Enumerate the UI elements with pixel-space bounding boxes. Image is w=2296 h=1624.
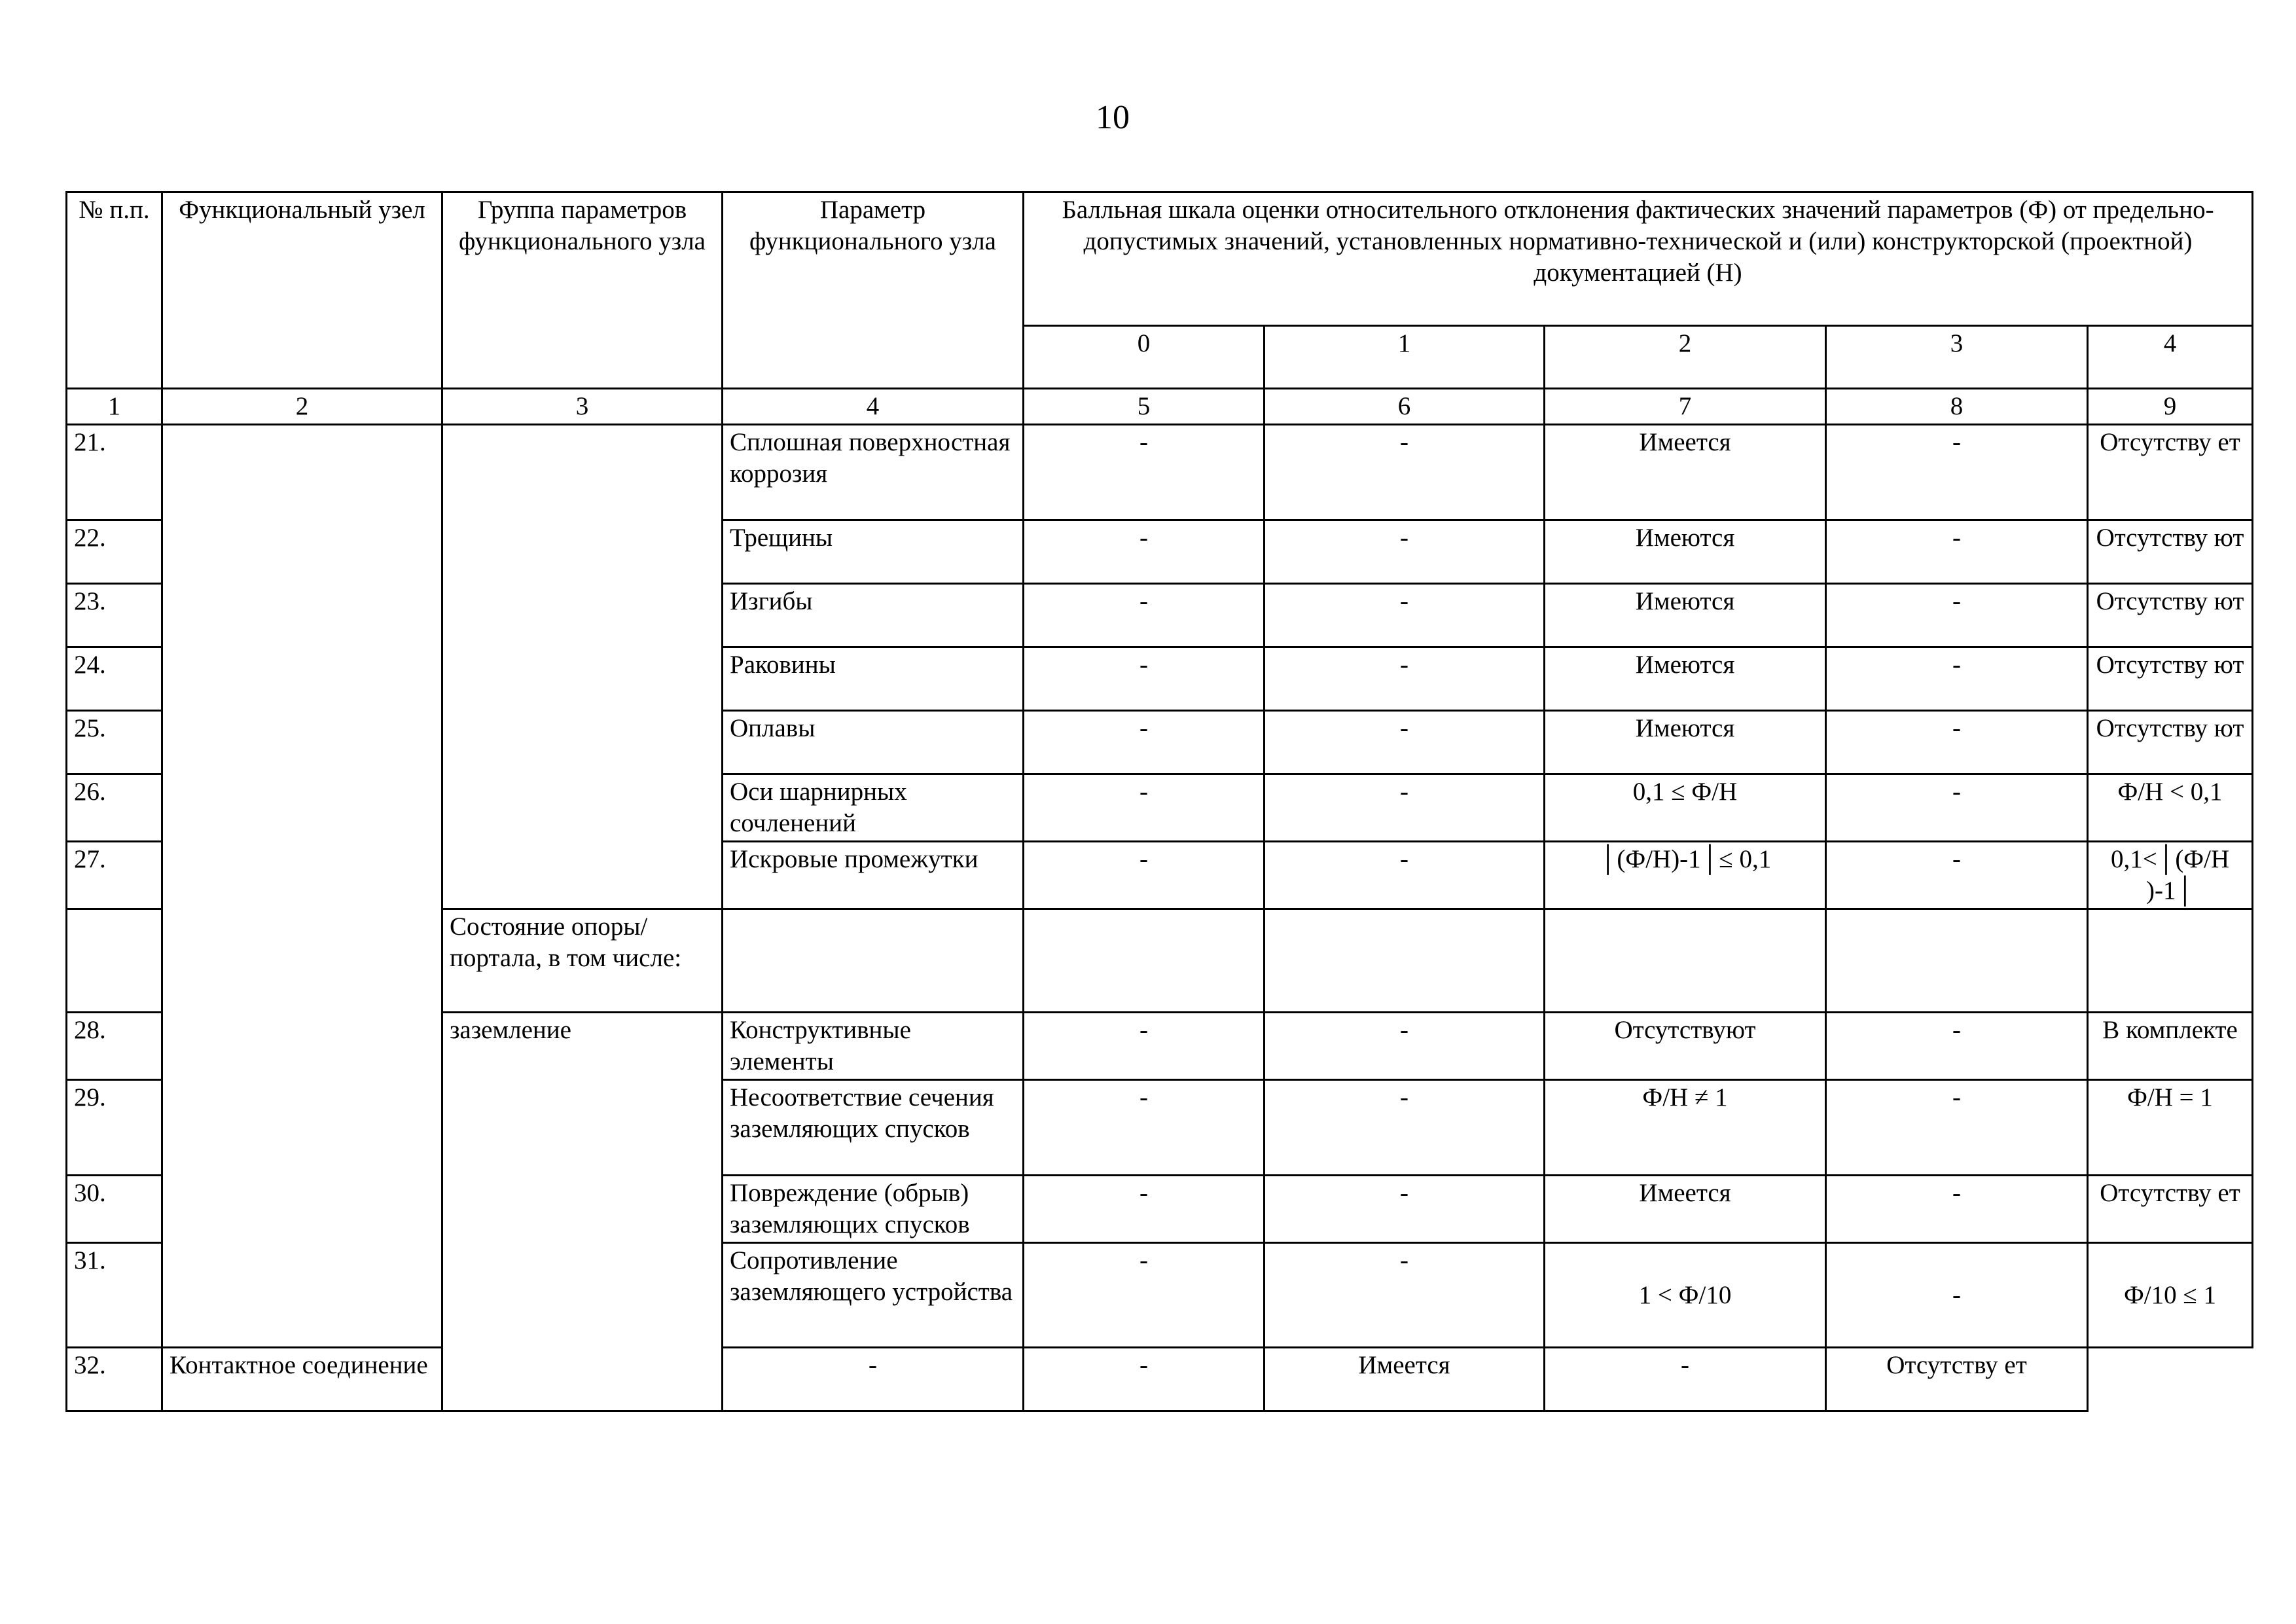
column-number: 9 — [2088, 389, 2253, 425]
score-2: Ф/Н ≠ 1 — [1545, 1080, 1826, 1176]
score-header-0: 0 — [1024, 326, 1265, 389]
parameter-name: Раковины — [723, 647, 1024, 711]
row-number: 22. — [67, 520, 162, 584]
score-3: - — [1826, 1243, 2088, 1348]
subgroup-label: заземление — [442, 1013, 723, 1411]
score-1: - — [1265, 1176, 1545, 1243]
score-3: - — [1826, 584, 2088, 647]
row-number: 29. — [67, 1080, 162, 1176]
parameter-group-cell — [442, 425, 723, 909]
score-0: - — [1024, 774, 1265, 842]
row-number-empty — [67, 909, 162, 1013]
parameter-name: Несоответствие сечения заземляющих спусков — [723, 1080, 1024, 1176]
score-0: - — [1024, 520, 1265, 584]
parameter-name: Конструктивные элементы — [723, 1013, 1024, 1080]
evaluation-table — [65, 191, 2253, 1412]
column-number: 7 — [1545, 389, 1826, 425]
score-1: - — [1265, 520, 1545, 584]
score-4: Ф/Н < 0,1 — [2088, 774, 2253, 842]
header-parameter-group: Группа параметров функционального узла — [442, 192, 723, 389]
score-2: Имеются — [1545, 520, 1826, 584]
score-header-1: 1 — [1265, 326, 1545, 389]
header-number: № п.п. — [67, 192, 162, 389]
score-2: Имеются — [1545, 711, 1826, 774]
score-1: - — [1265, 1013, 1545, 1080]
column-number: 1 — [67, 389, 162, 425]
score-4: Отсутству ют — [2088, 647, 2253, 711]
score-1: - — [1265, 584, 1545, 647]
score-2: Имеются — [1545, 647, 1826, 711]
score-3: - — [1826, 647, 2088, 711]
score-4: Отсутству ет — [1826, 1348, 2088, 1411]
row-number: 32. — [67, 1348, 162, 1411]
empty-cell — [1826, 909, 2088, 1013]
row-number: 28. — [67, 1013, 162, 1080]
parameter-name: Оплавы — [723, 711, 1024, 774]
row-number: 24. — [67, 647, 162, 711]
score-0: - — [1024, 584, 1265, 647]
score-header-3: 3 — [1826, 326, 2088, 389]
score-1: - — [1265, 425, 1545, 520]
score-3: - — [1826, 1080, 2088, 1176]
score-1: - — [1265, 647, 1545, 711]
score-1: - — [1024, 1348, 1265, 1411]
parameter-name: Трещины — [723, 520, 1024, 584]
score-4: В комплекте — [2088, 1013, 2253, 1080]
row-number: 26. — [67, 774, 162, 842]
parameter-name: Искровые промежутки — [723, 842, 1024, 909]
score-0: - — [1024, 1176, 1265, 1243]
score-3: - — [1826, 520, 2088, 584]
score-1: - — [1265, 711, 1545, 774]
score-0: - — [723, 1348, 1024, 1411]
score-3: - — [1826, 1176, 2088, 1243]
score-0: - — [1024, 1013, 1265, 1080]
parameter-name: Сплошная поверхностная коррозия — [723, 425, 1024, 520]
functional-node-cell — [162, 425, 442, 1348]
score-3: - — [1826, 842, 2088, 909]
empty-cell — [723, 909, 1024, 1013]
column-number: 2 — [162, 389, 442, 425]
parameter-name: Контактное соединение — [162, 1348, 442, 1411]
score-3: - — [1826, 774, 2088, 842]
empty-cell — [1024, 909, 1265, 1013]
score-0: - — [1024, 842, 1265, 909]
score-2: │(Ф/Н)-1│≤ 0,1 — [1545, 842, 1826, 909]
column-number: 4 — [723, 389, 1024, 425]
parameter-name: Изгибы — [723, 584, 1024, 647]
table-row — [67, 1348, 2253, 1411]
score-header-4: 4 — [2088, 326, 2253, 389]
header-functional-node: Функциональный узел — [162, 192, 442, 389]
score-4: Ф/Н = 1 — [2088, 1080, 2253, 1176]
score-0: - — [1024, 647, 1265, 711]
score-2: Отсутствуют — [1545, 1013, 1826, 1080]
column-number: 6 — [1265, 389, 1545, 425]
empty-cell — [1265, 909, 1545, 1013]
parameter-name: Сопротивление заземляющего устройства — [723, 1243, 1024, 1348]
row-number: 31. — [67, 1243, 162, 1348]
score-2: Имеется — [1265, 1348, 1545, 1411]
header-parameter: Параметр функционального узла — [723, 192, 1024, 389]
table-row — [67, 425, 2253, 520]
row-number: 21. — [67, 425, 162, 520]
column-number: 8 — [1826, 389, 2088, 425]
score-4: Ф/10 ≤ 1 — [2088, 1243, 2253, 1348]
score-4: Отсутству ет — [2088, 1176, 2253, 1243]
score-1: - — [1265, 842, 1545, 909]
score-0: - — [1024, 1243, 1265, 1348]
score-3: - — [1826, 711, 2088, 774]
score-2: 1 < Ф/10 — [1545, 1243, 1826, 1348]
column-number: 5 — [1024, 389, 1265, 425]
row-number: 25. — [67, 711, 162, 774]
page-number: 10 — [1096, 99, 1130, 136]
score-4: Отсутству ют — [2088, 584, 2253, 647]
score-0: - — [1024, 711, 1265, 774]
score-4: 0,1<│(Ф/Н )-1│ — [2088, 842, 2253, 909]
score-4: Отсутству ет — [2088, 425, 2253, 520]
row-number: 23. — [67, 584, 162, 647]
score-3: - — [1545, 1348, 1826, 1411]
group-label: Состояние опоры/портала, в том числе: — [442, 909, 723, 1013]
header-score-scale: Балльная шкала оценки относительного отклонения фактических значений параметров (Ф) от предельно-допустимых значений, установленных нормативно-технической и (или) конструкторской (проектной) документацией (Н) — [1024, 192, 2253, 326]
row-number: 30. — [67, 1176, 162, 1243]
score-header-2: 2 — [1545, 326, 1826, 389]
parameter-name: Повреждение (обрыв) заземляющих спусков — [723, 1176, 1024, 1243]
column-number: 3 — [442, 389, 723, 425]
score-0: - — [1024, 425, 1265, 520]
row-number: 27. — [67, 842, 162, 909]
score-2: Имеются — [1545, 584, 1826, 647]
score-4: Отсутству ют — [2088, 520, 2253, 584]
score-1: - — [1265, 1243, 1545, 1348]
score-0: - — [1024, 1080, 1265, 1176]
score-1: - — [1265, 1080, 1545, 1176]
score-2: 0,1 ≤ Ф/Н — [1545, 774, 1826, 842]
empty-cell — [1545, 909, 1826, 1013]
parameter-name: Оси шарнирных сочленений — [723, 774, 1024, 842]
empty-cell — [2088, 909, 2253, 1013]
score-3: - — [1826, 425, 2088, 520]
score-2: Имеется — [1545, 1176, 1826, 1243]
score-1: - — [1265, 774, 1545, 842]
score-3: - — [1826, 1013, 2088, 1080]
score-4: Отсутству ют — [2088, 711, 2253, 774]
score-2: Имеется — [1545, 425, 1826, 520]
